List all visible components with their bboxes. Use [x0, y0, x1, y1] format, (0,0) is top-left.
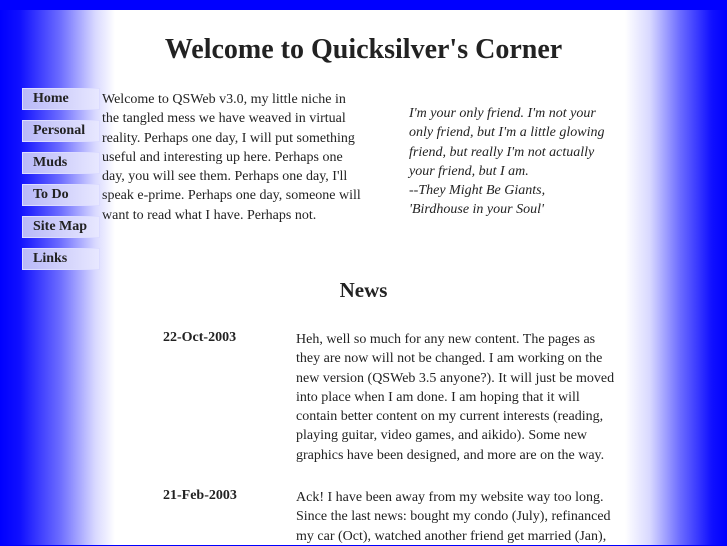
news-date: 22-Oct-2003 [163, 330, 237, 345]
nav-item-to-do[interactable]: To Do [22, 184, 100, 206]
news-text: Heh, well so much for any new content. The pages as they are now will not be changed. I am working on the new version (QSWeb 3.5 anyone?). It will just be moved into place when I am done. I am hoping that it will contain better content on my current interests (reading, playing guitar, video games, and aikido). Some new graphics have been designed, and more are on the way. [296, 332, 615, 463]
page-title: Welcome to Quicksilver's Corner [164, 34, 563, 65]
quote-attribution: --They Might Be Giants, [409, 183, 546, 199]
sidebar-nav [22, 88, 100, 280]
nav-item-home[interactable]: Home [22, 88, 100, 110]
nav-item-personal[interactable]: Personal [22, 120, 100, 142]
nav-item-muds[interactable]: Muds [22, 152, 100, 174]
page-background [0, 10, 727, 545]
news-heading: News [339, 278, 388, 302]
nav-item-links[interactable]: Links [22, 248, 100, 270]
nav-item-site-map[interactable]: Site Map [22, 216, 100, 238]
quote-source: 'Birdhouse in your Soul' [409, 202, 544, 218]
intro-text: Welcome to QSWeb v3.0, my little niche in the tangled mess we have weaved in virtual reality. Perhaps one day, I will put something useful and interesting up here. Perhaps one day, you will see them. Perhaps one day, I'll speak e-prime. Perhaps one day, someone will want to read what I have. Perhaps not. [102, 92, 361, 223]
news-text: Ack! I have been away from my website way too long. Since the last news: bought my condo (July), refinanced my car (Oct), watched another friend get married (Jan), [296, 490, 611, 544]
news-date: 21-Feb-2003 [163, 488, 237, 503]
quote-text: I'm your only friend. I'm not your only friend, but I'm a little glowing friend, but really I'm not actually your friend, but I am. [409, 106, 605, 179]
quote-block [409, 104, 609, 220]
